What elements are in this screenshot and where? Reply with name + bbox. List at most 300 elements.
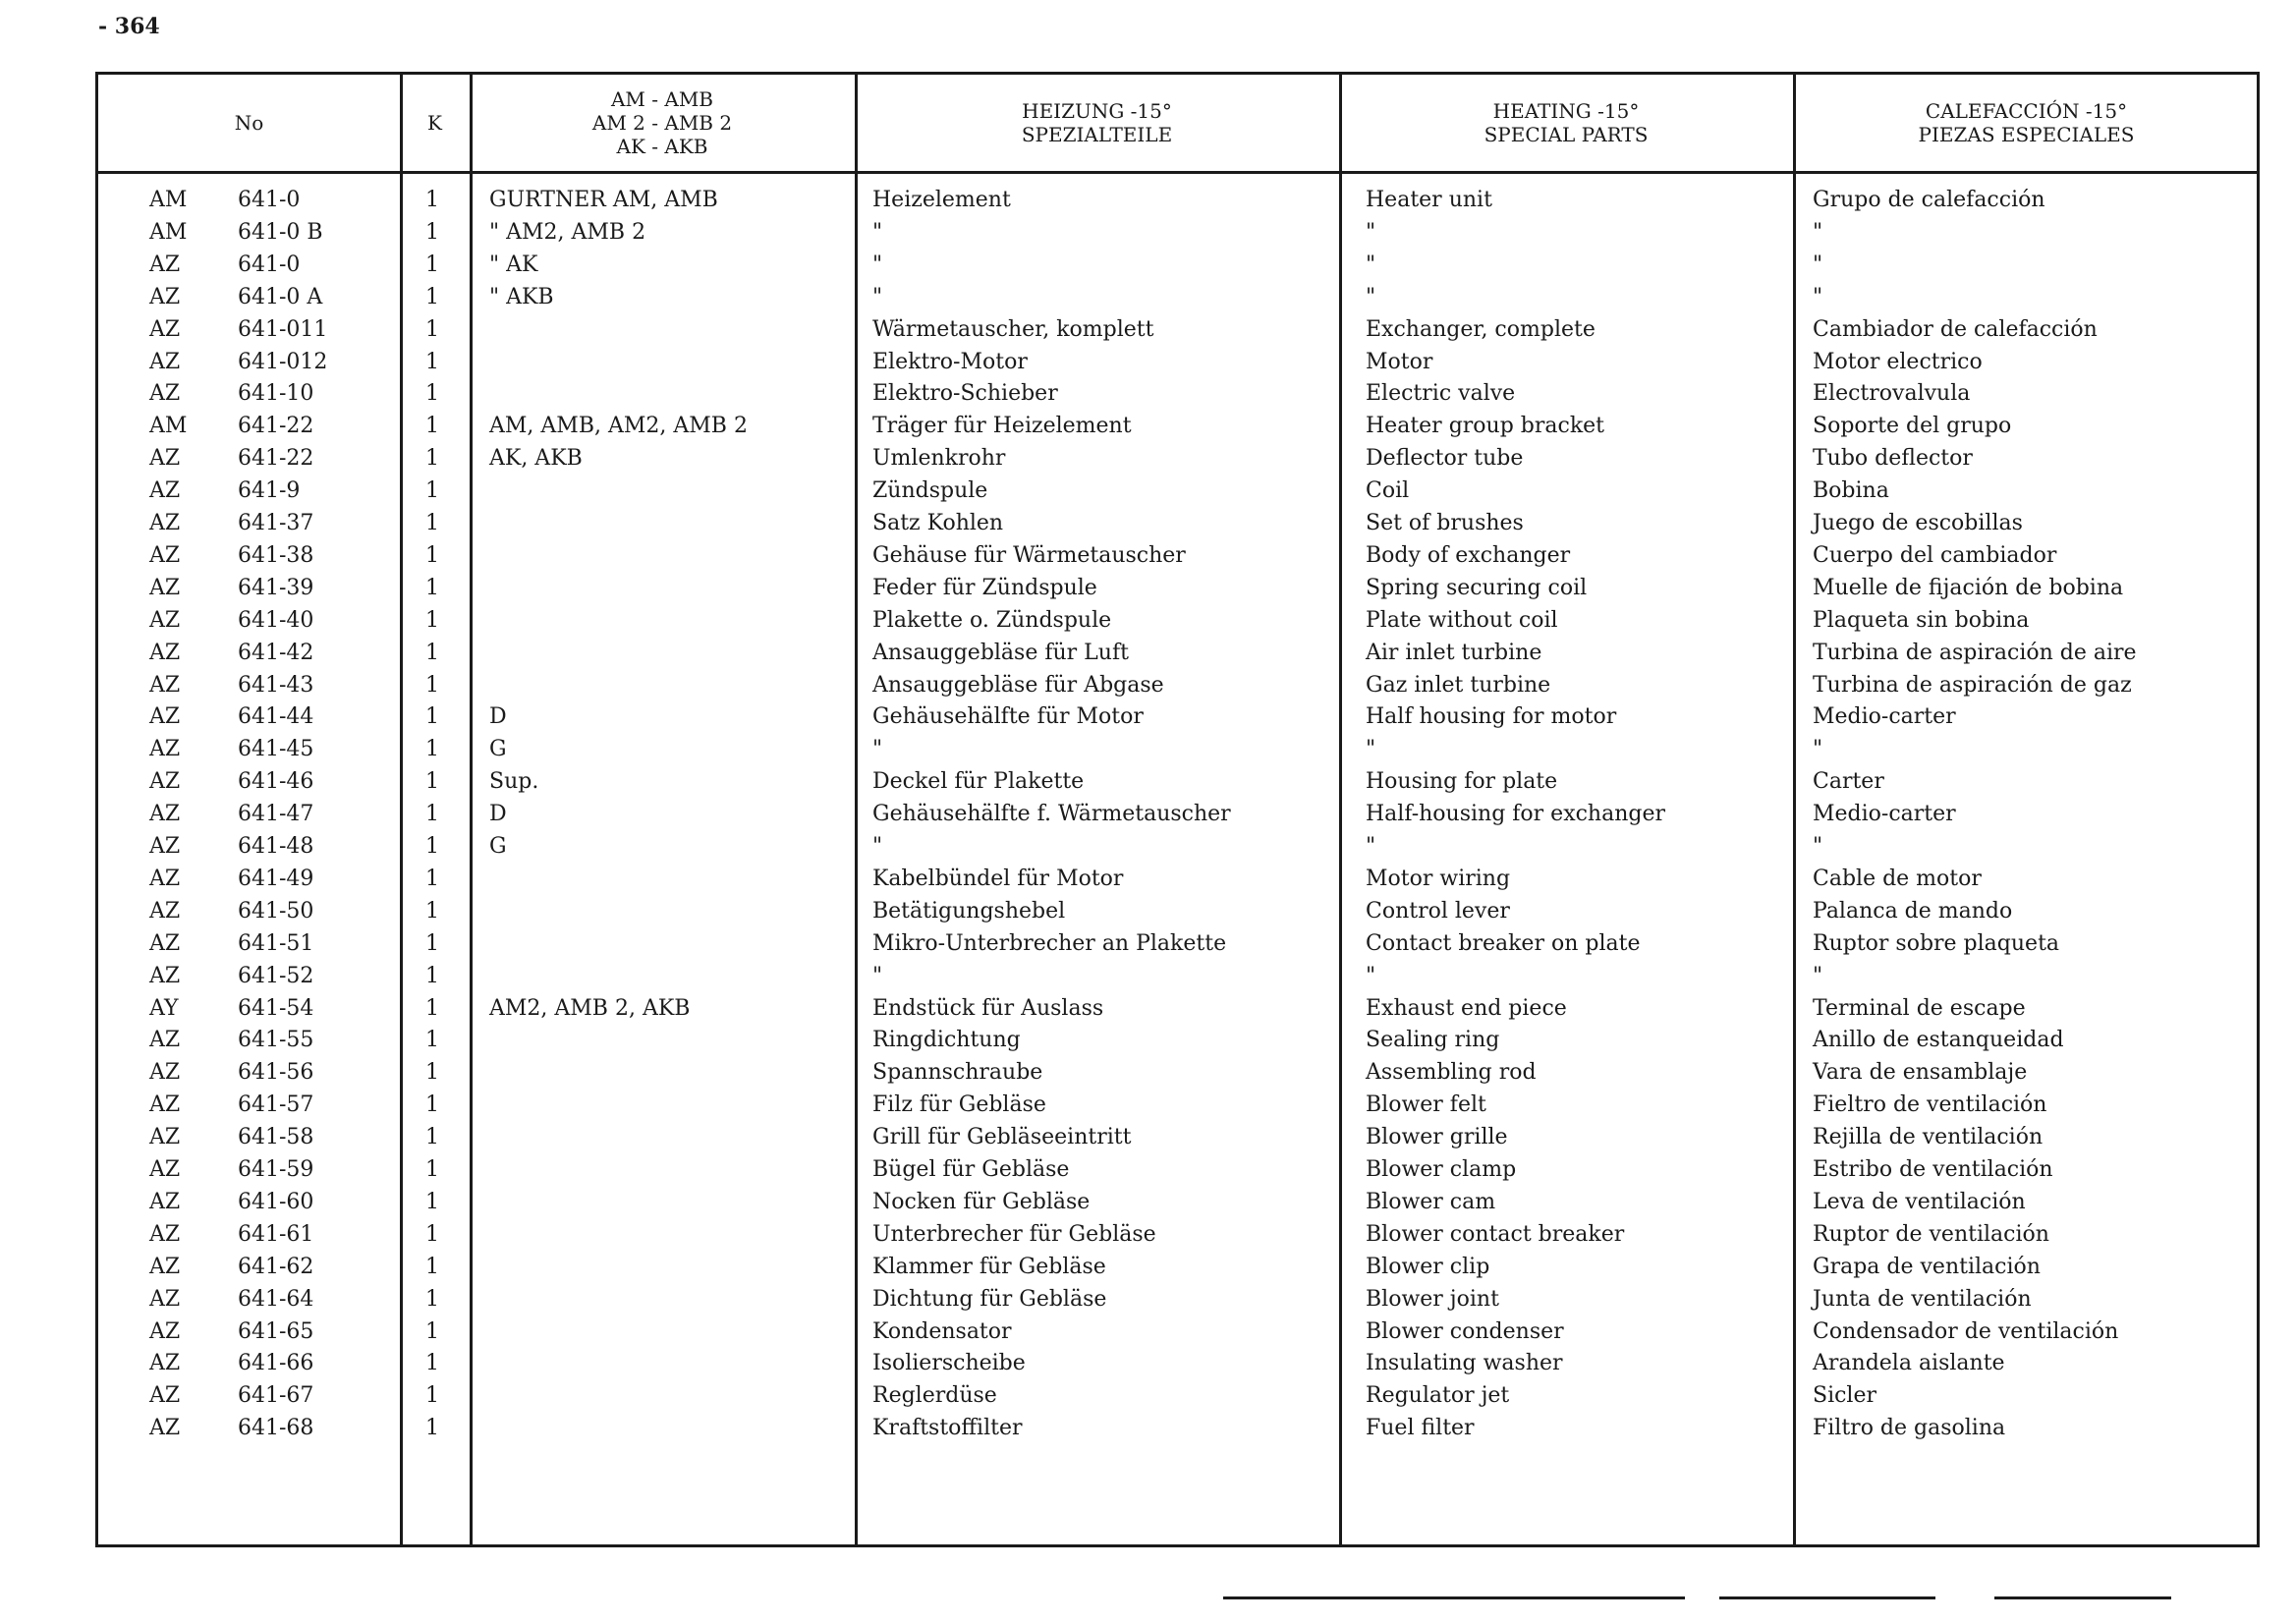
quantity: 1 — [425, 672, 439, 698]
part-prefix: AM — [149, 414, 188, 439]
description-spanish: Tubo deflector — [1813, 446, 1973, 472]
table-row — [98, 1090, 2257, 1121]
part-prefix: AZ — [149, 575, 181, 600]
description-spanish: Vara de ensamblaje — [1813, 1060, 2028, 1086]
table-row — [98, 1025, 2257, 1056]
part-number: 641-38 — [238, 542, 314, 568]
part-number: 641-54 — [238, 995, 314, 1021]
table-row — [98, 476, 2257, 507]
table-row — [98, 1252, 2257, 1283]
part-number: 641-37 — [238, 511, 314, 535]
description-spanish: Cambiador de calefacción — [1813, 316, 2098, 342]
quantity: 1 — [425, 381, 439, 407]
description-english: Housing for plate — [1366, 769, 1558, 795]
description-german: Dichtung für Gebläse — [872, 1286, 1107, 1312]
description-spanish: Cable de motor — [1813, 866, 1982, 891]
table-row — [98, 185, 2257, 216]
part-number: 641-50 — [238, 898, 314, 924]
page-number: - 364 — [98, 14, 160, 39]
header-spanish — [1793, 75, 2260, 171]
description-spanish: Turbina de aspiración de gaz — [1813, 672, 2132, 698]
description-spanish: Soporte del grupo — [1813, 414, 2012, 439]
description-german: " — [872, 252, 883, 277]
description-spanish: Filtro de gasolina — [1813, 1416, 2006, 1441]
description-english: " — [1366, 834, 1376, 859]
description-english: Deflector tube — [1366, 446, 1524, 472]
part-prefix: AZ — [149, 252, 181, 277]
description-spanish: Condensador de ventilación — [1813, 1318, 2119, 1344]
description-english: Coil — [1366, 478, 1410, 504]
header-models-line: AK - AKB — [616, 135, 708, 158]
model-applicability: " AM2, AMB 2 — [489, 219, 646, 245]
part-prefix: AZ — [149, 672, 181, 698]
model-applicability: Sup. — [489, 769, 539, 795]
description-german: Reglerdüse — [872, 1383, 997, 1409]
description-english: Sealing ring — [1366, 1028, 1500, 1053]
description-spanish: " — [1813, 252, 1823, 277]
table-row — [98, 540, 2257, 572]
description-spanish: Juego de escobillas — [1813, 511, 2023, 535]
model-applicability: AM2, AMB 2, AKB — [489, 995, 691, 1021]
description-english: Body of exchanger — [1366, 542, 1571, 568]
part-number: 641-0 A — [238, 284, 323, 309]
description-english: Blower contact breaker — [1366, 1221, 1625, 1247]
scan-artifact-line — [1223, 1596, 1685, 1599]
description-english: Motor wiring — [1366, 866, 1511, 891]
description-german: Elektro-Schieber — [872, 381, 1058, 407]
scan-artifact-line — [1994, 1596, 2171, 1599]
part-number: 641-49 — [238, 866, 314, 891]
part-prefix: AZ — [149, 511, 181, 535]
part-prefix: AZ — [149, 1351, 181, 1376]
table-row — [98, 1154, 2257, 1186]
description-german: Gehäusehälfte für Motor — [872, 704, 1144, 730]
header-spanish-title: CALEFACCIÓN -15° — [1925, 99, 2128, 123]
header-german-title: HEIZUNG -15° — [1022, 99, 1172, 123]
part-prefix: AZ — [149, 737, 181, 762]
part-number: 641-51 — [238, 930, 314, 956]
description-german: Spannschraube — [872, 1060, 1043, 1086]
part-number: 641-47 — [238, 802, 314, 827]
description-english: Blower condenser — [1366, 1318, 1564, 1344]
description-german: Wärmetauscher, komplett — [872, 316, 1154, 342]
part-prefix: AM — [149, 219, 188, 245]
model-applicability: AM, AMB, AM2, AMB 2 — [489, 414, 748, 439]
table-row — [98, 831, 2257, 863]
table-row — [98, 734, 2257, 765]
description-german: Satz Kohlen — [872, 511, 1004, 535]
table-row — [98, 864, 2257, 895]
table-row — [98, 282, 2257, 313]
description-spanish: Arandela aislante — [1813, 1351, 2005, 1376]
description-english: Blower grille — [1366, 1125, 1508, 1150]
description-german: " — [872, 219, 883, 245]
part-number: 641-40 — [238, 607, 314, 633]
part-number: 641-65 — [238, 1318, 314, 1344]
table-row — [98, 638, 2257, 669]
part-prefix: AZ — [149, 284, 181, 309]
description-english: Plate without coil — [1366, 607, 1558, 633]
part-number: 641-0 — [238, 252, 301, 277]
quantity: 1 — [425, 1189, 439, 1214]
description-german: " — [872, 963, 883, 988]
model-applicability: G — [489, 737, 507, 762]
table-row — [98, 250, 2257, 281]
description-german: Zündspule — [872, 478, 988, 504]
description-german: Umlenkrohr — [872, 446, 1006, 472]
part-number: 641-61 — [238, 1221, 314, 1247]
table-row — [98, 314, 2257, 346]
quantity: 1 — [425, 575, 439, 600]
part-number: 641-58 — [238, 1125, 314, 1150]
description-german: " — [872, 834, 883, 859]
quantity: 1 — [425, 769, 439, 795]
description-spanish: " — [1813, 219, 1823, 245]
quantity: 1 — [425, 542, 439, 568]
description-german: Gehäusehälfte f. Wärmetauscher — [872, 802, 1231, 827]
description-english: Control lever — [1366, 898, 1510, 924]
quantity: 1 — [425, 1318, 439, 1344]
description-spanish: Palanca de mando — [1813, 898, 2013, 924]
part-number: 641-60 — [238, 1189, 314, 1214]
quantity: 1 — [425, 219, 439, 245]
table-row — [98, 1187, 2257, 1218]
description-german: Unterbrecher für Gebläse — [872, 1221, 1156, 1247]
description-spanish: Fieltro de ventilación — [1813, 1092, 2047, 1118]
description-german: Kraftstoffilter — [872, 1416, 1023, 1441]
description-english: Heater group bracket — [1366, 414, 1605, 439]
description-english: Half-housing for exchanger — [1366, 802, 1666, 827]
quantity: 1 — [425, 1254, 439, 1279]
model-applicability: AK, AKB — [489, 446, 583, 472]
description-english: Assembling rod — [1366, 1060, 1537, 1086]
part-number: 641-67 — [238, 1383, 314, 1409]
description-english: Fuel filter — [1366, 1416, 1475, 1441]
description-german: Filz für Gebläse — [872, 1092, 1046, 1118]
description-english: Blower clamp — [1366, 1157, 1517, 1182]
quantity: 1 — [425, 866, 439, 891]
part-number: 641-22 — [238, 446, 314, 472]
quantity: 1 — [425, 704, 439, 730]
header-models — [470, 75, 855, 171]
model-applicability: D — [489, 704, 507, 730]
part-number: 641-52 — [238, 963, 314, 988]
table-row — [98, 961, 2257, 992]
table-row — [98, 573, 2257, 604]
header-no — [98, 75, 400, 171]
table-row — [98, 1122, 2257, 1153]
part-prefix: AZ — [149, 1286, 181, 1312]
description-english: Set of brushes — [1366, 511, 1524, 535]
quantity: 1 — [425, 349, 439, 374]
description-german: Nocken für Gebläse — [872, 1189, 1091, 1214]
table-row — [98, 347, 2257, 378]
quantity: 1 — [425, 737, 439, 762]
part-number: 641-59 — [238, 1157, 314, 1182]
part-number: 641-22 — [238, 414, 314, 439]
description-german: Träger für Heizelement — [872, 414, 1132, 439]
part-prefix: AZ — [149, 1221, 181, 1247]
description-english: Exchanger, complete — [1366, 316, 1596, 342]
part-prefix: AZ — [149, 1189, 181, 1214]
part-number: 641-48 — [238, 834, 314, 859]
part-prefix: AZ — [149, 1318, 181, 1344]
header-k — [400, 75, 470, 171]
table-row — [98, 411, 2257, 442]
part-prefix: AM — [149, 188, 188, 212]
quantity: 1 — [425, 963, 439, 988]
description-english: Air inlet turbine — [1366, 640, 1542, 665]
description-german: Feder für Zündspule — [872, 575, 1097, 600]
description-spanish: Carter — [1813, 769, 1884, 795]
table-row — [98, 1219, 2257, 1251]
description-spanish: Ruptor sobre plaqueta — [1813, 930, 2060, 956]
description-german: Ansauggebläse für Luft — [872, 640, 1129, 665]
description-german: Ansauggebläse für Abgase — [872, 672, 1164, 698]
part-prefix: AZ — [149, 542, 181, 568]
quantity: 1 — [425, 1383, 439, 1409]
description-german: Mikro-Unterbrecher an Plakette — [872, 930, 1227, 956]
part-prefix: AZ — [149, 898, 181, 924]
description-english: Spring securing coil — [1366, 575, 1588, 600]
description-english: Regulator jet — [1366, 1383, 1510, 1409]
part-prefix: AZ — [149, 963, 181, 988]
description-spanish: Junta de ventilación — [1813, 1286, 2032, 1312]
part-prefix: AZ — [149, 640, 181, 665]
description-german: Plakette o. Zündspule — [872, 607, 1112, 633]
part-prefix: AZ — [149, 1028, 181, 1053]
part-prefix: AZ — [149, 316, 181, 342]
part-number: 641-44 — [238, 704, 314, 730]
header-english — [1339, 75, 1793, 171]
description-english: Exhaust end piece — [1366, 995, 1567, 1021]
quantity: 1 — [425, 284, 439, 309]
table-row — [98, 1413, 2257, 1444]
description-german: Heizelement — [872, 188, 1011, 212]
description-english: Electric valve — [1366, 381, 1516, 407]
part-prefix: AZ — [149, 1383, 181, 1409]
description-german: Endstück für Auslass — [872, 995, 1104, 1021]
quantity: 1 — [425, 802, 439, 827]
table-row — [98, 378, 2257, 410]
table-row — [98, 766, 2257, 798]
description-english: Blower joint — [1366, 1286, 1499, 1312]
part-prefix: AZ — [149, 834, 181, 859]
header-models-line: AM - AMB — [610, 87, 713, 111]
description-english: Blower felt — [1366, 1092, 1486, 1118]
model-applicability: G — [489, 834, 507, 859]
part-number: 641-43 — [238, 672, 314, 698]
scan-artifact-line — [1719, 1596, 1935, 1599]
quantity: 1 — [425, 188, 439, 212]
part-number: 641-0 B — [238, 219, 323, 245]
part-prefix: AZ — [149, 1157, 181, 1182]
model-applicability: GURTNER AM, AMB — [489, 188, 718, 212]
part-prefix: AZ — [149, 769, 181, 795]
quantity: 1 — [425, 1060, 439, 1086]
description-german: Gehäuse für Wärmetauscher — [872, 542, 1186, 568]
quantity: 1 — [425, 1286, 439, 1312]
parts-table — [95, 72, 2260, 1547]
description-spanish: Estribo de ventilación — [1813, 1157, 2053, 1182]
description-spanish: " — [1813, 284, 1823, 309]
header-english-subtitle: SPECIAL PARTS — [1484, 123, 1649, 146]
model-applicability: " AK — [489, 252, 538, 277]
quantity: 1 — [425, 607, 439, 633]
part-number: 641-46 — [238, 769, 314, 795]
description-spanish: Ruptor de ventilación — [1813, 1221, 2049, 1247]
table-row — [98, 443, 2257, 475]
header-german-subtitle: SPEZIALTEILE — [1021, 123, 1173, 146]
header-divider — [98, 171, 2257, 174]
part-number: 641-68 — [238, 1416, 314, 1441]
part-number: 641-9 — [238, 478, 301, 504]
table-row — [98, 1348, 2257, 1379]
quantity: 1 — [425, 1157, 439, 1182]
quantity: 1 — [425, 1092, 439, 1118]
description-spanish: Medio-carter — [1813, 802, 1956, 827]
header-english-title: HEATING -15° — [1492, 99, 1640, 123]
description-english: Contact breaker on plate — [1366, 930, 1641, 956]
description-spanish: Terminal de escape — [1813, 995, 2026, 1021]
header-spanish-subtitle: PIEZAS ESPECIALES — [1918, 123, 2135, 146]
quantity: 1 — [425, 834, 439, 859]
part-prefix: AZ — [149, 1060, 181, 1086]
header-k-label: K — [427, 111, 442, 135]
description-german: Betätigungshebel — [872, 898, 1066, 924]
part-number: 641-10 — [238, 381, 314, 407]
quantity: 1 — [425, 898, 439, 924]
description-spanish: " — [1813, 963, 1823, 988]
description-english: Gaz inlet turbine — [1366, 672, 1551, 698]
quantity: 1 — [425, 511, 439, 535]
description-spanish: Rejilla de ventilación — [1813, 1125, 2044, 1150]
description-english: " — [1366, 737, 1376, 762]
description-spanish: Sicler — [1813, 1383, 1877, 1409]
part-number: 641-62 — [238, 1254, 314, 1279]
description-spanish: Turbina de aspiración de aire — [1813, 640, 2137, 665]
part-prefix: AZ — [149, 704, 181, 730]
description-english: Insulating washer — [1366, 1351, 1563, 1376]
description-english: Half housing for motor — [1366, 704, 1617, 730]
description-spanish: " — [1813, 834, 1823, 859]
part-prefix: AZ — [149, 1125, 181, 1150]
table-row — [98, 1057, 2257, 1089]
description-german: Klammer für Gebläse — [872, 1254, 1106, 1279]
part-prefix: AY — [149, 995, 179, 1021]
quantity: 1 — [425, 446, 439, 472]
description-german: Elektro-Motor — [872, 349, 1028, 374]
part-prefix: AZ — [149, 802, 181, 827]
description-german: Kabelbündel für Motor — [872, 866, 1124, 891]
description-spanish: Grupo de calefacción — [1813, 188, 2045, 212]
table-row — [98, 896, 2257, 927]
quantity: 1 — [425, 1416, 439, 1441]
description-spanish: Grapa de ventilación — [1813, 1254, 2041, 1279]
part-prefix: AZ — [149, 446, 181, 472]
description-spanish: Bobina — [1813, 478, 1889, 504]
part-prefix: AZ — [149, 930, 181, 956]
table-row — [98, 701, 2257, 733]
part-number: 641-39 — [238, 575, 314, 600]
quantity: 1 — [425, 930, 439, 956]
table-row — [98, 670, 2257, 701]
description-german: Bügel für Gebläse — [872, 1157, 1070, 1182]
part-prefix: AZ — [149, 1254, 181, 1279]
description-german: Grill für Gebläseeintritt — [872, 1125, 1132, 1150]
description-english: " — [1366, 284, 1376, 309]
quantity: 1 — [425, 1221, 439, 1247]
part-number: 641-42 — [238, 640, 314, 665]
part-prefix: AZ — [149, 1092, 181, 1118]
description-english: Heater unit — [1366, 188, 1492, 212]
quantity: 1 — [425, 1028, 439, 1053]
description-german: Kondensator — [872, 1318, 1012, 1344]
table-row — [98, 508, 2257, 539]
description-german: Isolierscheibe — [872, 1351, 1026, 1376]
description-english: " — [1366, 252, 1376, 277]
description-german: " — [872, 284, 883, 309]
quantity: 1 — [425, 316, 439, 342]
quantity: 1 — [425, 414, 439, 439]
part-number: 641-012 — [238, 349, 328, 374]
description-spanish: Muelle de fijación de bobina — [1813, 575, 2124, 600]
part-prefix: AZ — [149, 1416, 181, 1441]
description-spanish: Anillo de estanqueidad — [1813, 1028, 2064, 1053]
header-no-label: No — [234, 111, 264, 135]
quantity: 1 — [425, 252, 439, 277]
header-german — [855, 75, 1339, 171]
table-row — [98, 1316, 2257, 1348]
description-spanish: Motor electrico — [1813, 349, 1983, 374]
description-german: Ringdichtung — [872, 1028, 1021, 1053]
table-row — [98, 605, 2257, 637]
description-english: " — [1366, 219, 1376, 245]
part-prefix: AZ — [149, 478, 181, 504]
part-number: 641-56 — [238, 1060, 314, 1086]
quantity: 1 — [425, 1125, 439, 1150]
description-german: " — [872, 737, 883, 762]
description-spanish: Electrovalvula — [1813, 381, 1971, 407]
table-row — [98, 217, 2257, 249]
description-spanish: Cuerpo del cambiador — [1813, 542, 2057, 568]
part-prefix: AZ — [149, 381, 181, 407]
part-number: 641-57 — [238, 1092, 314, 1118]
part-number: 641-66 — [238, 1351, 314, 1376]
model-applicability: D — [489, 802, 507, 827]
quantity: 1 — [425, 1351, 439, 1376]
description-english: Motor — [1366, 349, 1433, 374]
part-prefix: AZ — [149, 349, 181, 374]
part-prefix: AZ — [149, 607, 181, 633]
table-row — [98, 928, 2257, 960]
header-models-line: AM 2 - AMB 2 — [591, 111, 733, 135]
quantity: 1 — [425, 995, 439, 1021]
description-english: Blower cam — [1366, 1189, 1496, 1214]
part-number: 641-45 — [238, 737, 314, 762]
part-number: 641-011 — [238, 316, 328, 342]
description-spanish: " — [1813, 737, 1823, 762]
table-row — [98, 799, 2257, 830]
description-english: " — [1366, 963, 1376, 988]
part-number: 641-0 — [238, 188, 301, 212]
part-number: 641-55 — [238, 1028, 314, 1053]
description-spanish: Medio-carter — [1813, 704, 1956, 730]
description-english: Blower clip — [1366, 1254, 1490, 1279]
quantity: 1 — [425, 478, 439, 504]
table-row — [98, 993, 2257, 1025]
description-spanish: Plaqueta sin bobina — [1813, 607, 2030, 633]
